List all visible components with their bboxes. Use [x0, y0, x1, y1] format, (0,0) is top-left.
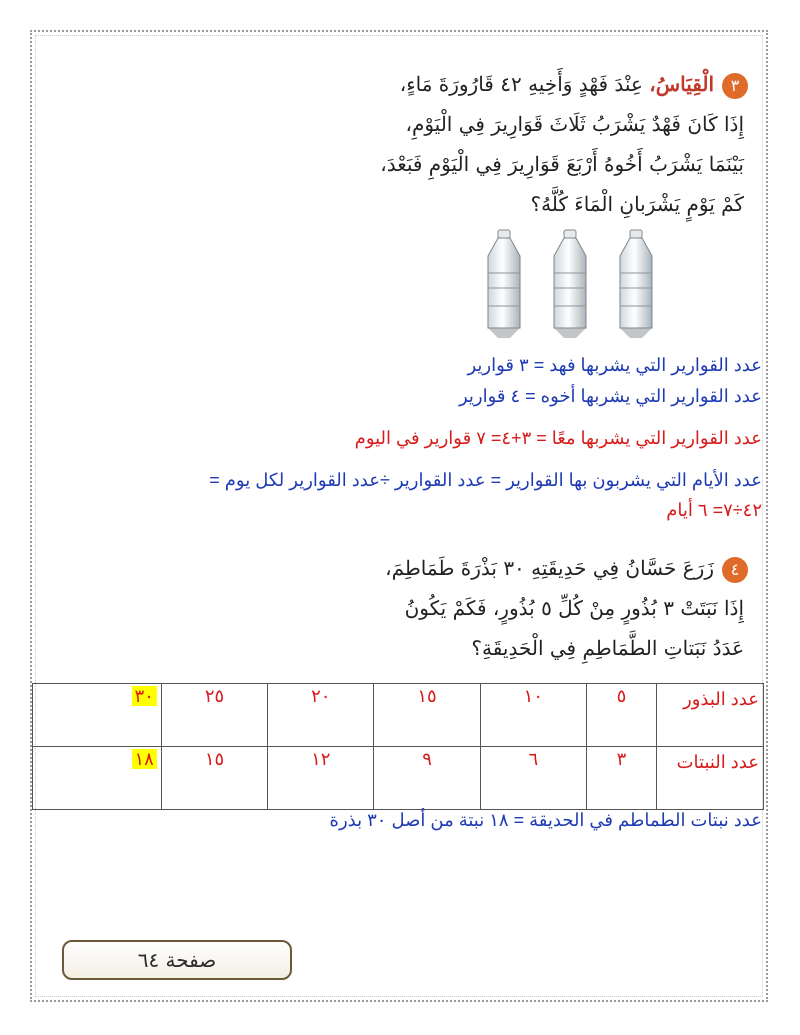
- table-cell: ٥: [586, 684, 656, 747]
- table-cell: ١٥: [161, 747, 267, 810]
- q4-number-badge: ٤: [722, 557, 748, 583]
- table-cell-highlighted: [33, 747, 162, 810]
- bottle-icon: [620, 230, 652, 338]
- q3-line-1-text: عِنْدَ فَهْدٍ وَأَخِيهِ ٤٢ قَارُورَةَ مَاءٍ،: [399, 72, 643, 96]
- water-bottles-image: [480, 228, 670, 338]
- q3-number-badge: ٣: [722, 73, 748, 99]
- table-cell-highlighted: [33, 684, 162, 747]
- page-number-box: [62, 940, 292, 980]
- q3-title: الْقِيَاسُ،: [649, 72, 714, 96]
- q4-line-1: [385, 556, 748, 583]
- q4-line-3: عَدَدُ نَبَتاتِ الطَّمَاطِمِ فِي الْحَدِيقَةِ؟: [471, 636, 744, 660]
- page-border-inner: [35, 35, 763, 997]
- table-cell: ٣: [586, 747, 656, 810]
- highlighted-value: ٣٠: [132, 686, 157, 706]
- bottle-icon: [488, 230, 520, 338]
- q3-line-3: بَيْنَمَا يَشْرَبُ أَخُوهُ أَرْبَعَ قَوَارِيرَ فِي الْيَوْمِ فَبَعْدَ،: [380, 152, 744, 176]
- table-row-label: عدد النبتات: [657, 747, 764, 810]
- q3-line-4: كَمْ يَوْمٍ يَشْرَبانِ الْمَاءَ كُلَّهُ؟: [530, 192, 744, 216]
- q3-line-1: [400, 72, 748, 99]
- highlighted-value: ١٨: [132, 749, 157, 769]
- table-cell: ٦: [480, 747, 586, 810]
- table-cell: ٢٥: [161, 684, 267, 747]
- answer-line-3: عدد القوارير التي يشربها معًا = ٣+٤= ٧ قوارير في اليوم: [354, 428, 762, 448]
- q4-line-1-text: زَرَعَ حَسَّانُ فِي حَدِيقَتِهِ ٣٠ بَذْرَةَ طَمَاطِمَ،: [385, 556, 714, 580]
- table-cell: ٢٠: [268, 684, 374, 747]
- answer-line-4: عدد الأيام التي يشربون بها القوارير = عدد القوارير ÷عدد القوارير لكل يوم =: [209, 470, 762, 490]
- bottle-icon: [554, 230, 586, 338]
- answer-line-2: عدد القوارير التي يشربها أخوه = ٤ قوارير: [458, 386, 762, 406]
- conclusion-line: عدد نبتات الطماطم في الحديقة = ١٨ نبتة من أصل ٣٠ بذرة: [329, 810, 762, 830]
- table-row-label: عدد البذور: [657, 684, 764, 747]
- table-cell: ٩: [374, 747, 480, 810]
- q4-line-2: إِذَا نَبَتَتْ ٣ بُذُورٍ مِنْ كُلِّ ٥ بُذُورٍ، فَكَمْ يَكُونُ: [404, 596, 744, 620]
- q3-line-2: إِذَا كَانَ فَهْدٌ يَشْرَبُ ثَلَاثَ قَوَارِيرَ فِي الْيَوْمِ،: [405, 112, 744, 136]
- table-row: [33, 684, 764, 747]
- answer-line-1: عدد القوارير التي يشربها فهد = ٣ قوارير: [467, 355, 762, 375]
- table-cell: ١٢: [268, 747, 374, 810]
- answer-line-5: ٤٢÷٧= ٦ أيام: [666, 500, 762, 520]
- table-cell: ١٥: [374, 684, 480, 747]
- seeds-plants-table: [32, 683, 764, 810]
- table-row: [33, 747, 764, 810]
- table-cell: ١٠: [480, 684, 586, 747]
- page-number: صفحة ٦٤: [137, 948, 217, 972]
